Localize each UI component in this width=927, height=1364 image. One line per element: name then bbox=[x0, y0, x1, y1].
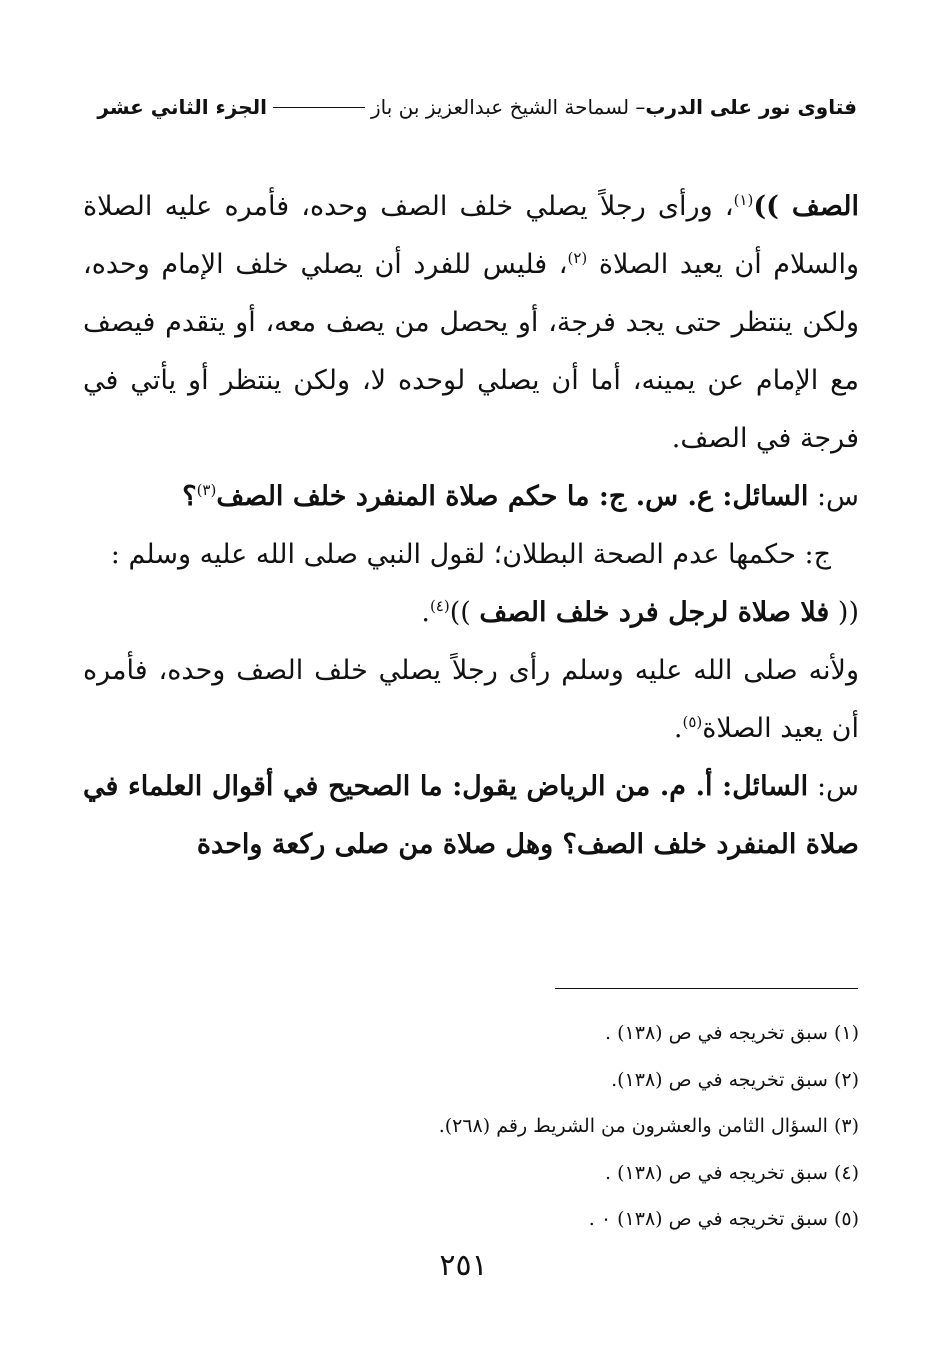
volume-label: الجزء الثاني عشر bbox=[97, 95, 267, 119]
question-1 bbox=[83, 468, 859, 526]
footnote-2: (٢) سبق تخريجه في ص (١٣٨). bbox=[611, 1068, 859, 1091]
footnote-5: (٥) سبق تخريجه في ص (١٣٨) ٠ . bbox=[588, 1208, 859, 1230]
author-line: – لسماحة الشيخ عبدالعزيز بن باز bbox=[371, 95, 646, 119]
paragraph-text: ، ورأى رجلاً يصلي خلف الصف وحده، فأمره عليه الصلاة والسلام أن يعيد الصلاة bbox=[83, 191, 859, 280]
footnote-4: (٤) سبق تخريجه في ص (١٣٨) . bbox=[605, 1161, 859, 1184]
paragraph-text: ، فليس للفرد أن يصلي خلف الإمام وحده، ولكن ينتظر حتى يجد فرجة، أو يحصل من يصف معه، أو يتقدم فيصف مع الإمام عن يمينه، أما أن يصلي لوحده لا، ولكن ينتظر أو يأتي في فرجة في الصف. bbox=[83, 249, 859, 454]
hadith-end: الصف )) bbox=[753, 191, 859, 222]
book-title: فتاوى نور على الدرب bbox=[645, 95, 857, 119]
footnote-3: (٣) السؤال الثامن والعشرون من الشريط رقم (٢٦٨). bbox=[438, 1115, 859, 1137]
hadith-text: فلا صلاة لرجل فرد خلف الصف bbox=[479, 597, 830, 628]
running-header bbox=[95, 92, 857, 122]
main-text bbox=[83, 178, 859, 874]
question-prefix: س: bbox=[808, 771, 860, 802]
footnote-ref-2[interactable]: (٢) bbox=[567, 249, 588, 267]
period: . bbox=[673, 713, 683, 744]
footnote-ref-5[interactable]: (٥) bbox=[682, 713, 703, 731]
question-text: السائل: أ. م. من الرياض يقول: ما الصحيح في أقوال العلماء في صلاة المنفرد خلف الصف؟ وهل صلاة من صلى ركعة واحدة bbox=[83, 771, 859, 860]
footnote-ref-3[interactable]: (٣) bbox=[196, 481, 217, 499]
question-text: السائل: ع. س. ج: ما حكم صلاة المنفرد خلف الصف bbox=[216, 481, 809, 512]
footnote-ref-4[interactable]: (٤) bbox=[429, 597, 450, 615]
period: . bbox=[421, 597, 430, 628]
page-number: ٢٥١ bbox=[439, 1248, 488, 1283]
footnotes bbox=[180, 1010, 859, 1243]
hadith-quote bbox=[83, 584, 859, 642]
answer-text: ج: حكمها عدم الصحة البطلان؛ لقول النبي صلى الله عليه وسلم : bbox=[110, 539, 831, 570]
footnote-divider bbox=[555, 988, 858, 989]
quote-close: )) bbox=[449, 597, 480, 628]
footnote-1: (١) سبق تخريجه في ص (١٣٨) . bbox=[605, 1022, 859, 1044]
footnote-ref-1[interactable]: (١) bbox=[733, 191, 754, 209]
paragraph-text: ولأنه صلى الله عليه وسلم رأى رجلاً يصلي خلف الصف وحده، فأمره أن يعيد الصلاة bbox=[83, 655, 859, 744]
question-2 bbox=[83, 758, 859, 874]
quote-open: (( bbox=[829, 597, 859, 628]
question-prefix: س: bbox=[808, 481, 859, 512]
paragraph-continuation bbox=[83, 178, 859, 468]
paragraph-2 bbox=[83, 642, 859, 758]
question-mark: ؟ bbox=[182, 481, 197, 512]
answer-1 bbox=[83, 526, 859, 584]
header-rule bbox=[273, 107, 365, 108]
